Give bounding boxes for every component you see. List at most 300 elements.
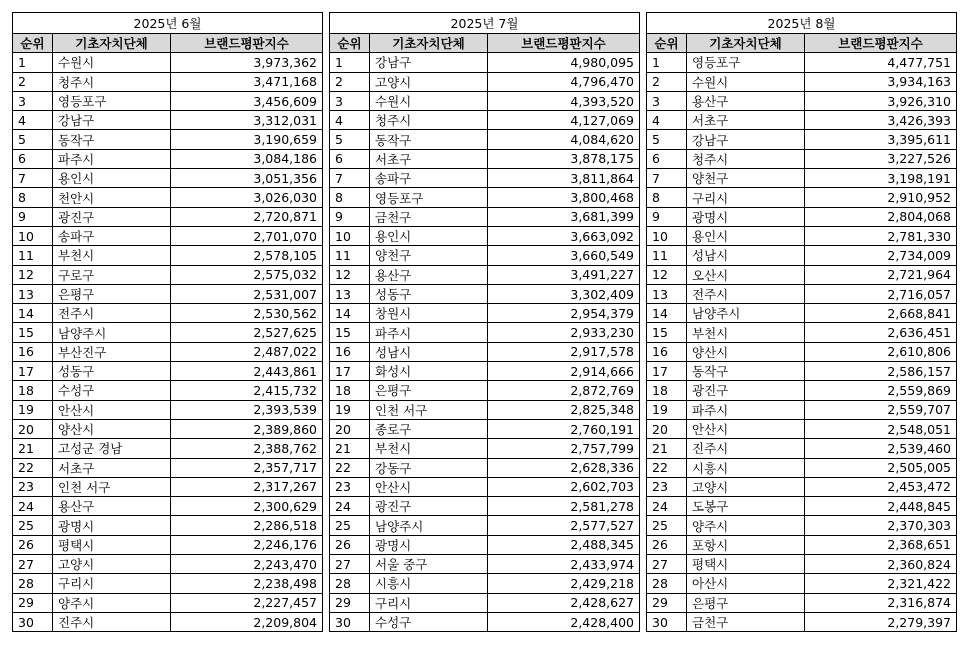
brand-index-cell: 3,660,549	[488, 246, 640, 265]
month-title: 2025년 7월	[330, 13, 640, 34]
rank-cell: 6	[13, 149, 53, 168]
rank-cell: 5	[647, 130, 687, 149]
region-name-cell: 구리시	[370, 593, 488, 612]
table-row	[13, 535, 323, 554]
brand-index-cell: 3,973,362	[171, 53, 323, 72]
region-name-cell: 남양주시	[370, 516, 488, 535]
index-header: 브랜드평판지수	[171, 34, 323, 53]
index-header: 브랜드평판지수	[488, 34, 640, 53]
brand-index-cell: 2,428,627	[488, 593, 640, 612]
brand-index-cell: 3,934,163	[805, 72, 957, 91]
rank-cell: 3	[330, 91, 370, 110]
region-name-cell: 서초구	[53, 458, 171, 477]
rank-cell: 13	[330, 284, 370, 303]
brand-index-cell: 2,357,717	[171, 458, 323, 477]
table-row	[647, 91, 957, 110]
rank-cell: 2	[647, 72, 687, 91]
table-row	[13, 362, 323, 381]
table-row	[647, 516, 957, 535]
region-name-cell: 화성시	[370, 362, 488, 381]
brand-index-cell: 2,209,804	[171, 612, 323, 631]
rank-cell: 24	[13, 497, 53, 516]
region-name-cell: 용인시	[53, 169, 171, 188]
table-row	[330, 535, 640, 554]
brand-index-cell: 2,238,498	[171, 574, 323, 593]
table-row	[330, 149, 640, 168]
region-name-cell: 용산구	[687, 91, 805, 110]
table-row	[647, 149, 957, 168]
rank-cell: 18	[330, 381, 370, 400]
region-name-cell: 은평구	[370, 381, 488, 400]
brand-index-cell: 2,388,762	[171, 439, 323, 458]
region-name-cell: 창원시	[370, 304, 488, 323]
region-name-cell: 강남구	[53, 111, 171, 130]
region-name-cell: 광진구	[687, 381, 805, 400]
brand-index-cell: 2,781,330	[805, 226, 957, 245]
region-name-cell: 전주시	[687, 284, 805, 303]
rank-cell: 20	[13, 419, 53, 438]
region-name-cell: 오산시	[687, 265, 805, 284]
rank-header: 순위	[13, 34, 53, 53]
brand-index-cell: 2,914,666	[488, 362, 640, 381]
rank-cell: 14	[13, 304, 53, 323]
brand-index-cell: 2,872,769	[488, 381, 640, 400]
region-name-cell: 평택시	[53, 535, 171, 554]
brand-index-cell: 2,602,703	[488, 477, 640, 496]
brand-index-cell: 2,443,861	[171, 362, 323, 381]
rank-cell: 26	[647, 535, 687, 554]
rank-cell: 29	[330, 593, 370, 612]
table-row	[647, 439, 957, 458]
rank-cell: 17	[647, 362, 687, 381]
brand-index-cell: 2,505,005	[805, 458, 957, 477]
region-name-cell: 파주시	[370, 323, 488, 342]
rank-cell: 21	[647, 439, 687, 458]
region-name-cell: 진주시	[687, 439, 805, 458]
region-name-cell: 영등포구	[53, 91, 171, 110]
table-row	[330, 323, 640, 342]
region-name-cell: 고양시	[370, 72, 488, 91]
brand-index-cell: 2,317,267	[171, 477, 323, 496]
region-name-cell: 파주시	[687, 400, 805, 419]
brand-index-cell: 2,636,451	[805, 323, 957, 342]
region-name-cell: 구로구	[53, 265, 171, 284]
table-row	[647, 362, 957, 381]
ranking-table-month-1	[12, 12, 323, 632]
rank-cell: 30	[647, 612, 687, 631]
region-name-cell: 성남시	[687, 246, 805, 265]
region-name-cell: 아산시	[687, 574, 805, 593]
brand-index-cell: 2,578,105	[171, 246, 323, 265]
region-name-cell: 광명시	[687, 207, 805, 226]
brand-index-cell: 3,878,175	[488, 149, 640, 168]
table-row	[647, 169, 957, 188]
rank-cell: 22	[13, 458, 53, 477]
rank-cell: 27	[13, 555, 53, 574]
region-name-cell: 양산시	[53, 419, 171, 438]
rank-cell: 1	[13, 53, 53, 72]
brand-index-cell: 2,577,527	[488, 516, 640, 535]
rank-cell: 30	[13, 612, 53, 631]
region-name-cell: 광진구	[370, 497, 488, 516]
rank-cell: 20	[330, 419, 370, 438]
rank-cell: 3	[13, 91, 53, 110]
region-name-cell: 파주시	[53, 149, 171, 168]
rank-cell: 9	[647, 207, 687, 226]
month-title: 2025년 8월	[647, 13, 957, 34]
table-row	[647, 612, 957, 631]
table-row	[330, 477, 640, 496]
table-row	[13, 207, 323, 226]
rank-cell: 8	[13, 188, 53, 207]
table-row	[647, 535, 957, 554]
region-name-cell: 광명시	[53, 516, 171, 535]
region-name-cell: 강남구	[687, 130, 805, 149]
region-name-cell: 안산시	[370, 477, 488, 496]
rank-cell: 13	[13, 284, 53, 303]
region-name-cell: 부산진구	[53, 342, 171, 361]
table-row	[13, 497, 323, 516]
region-name-cell: 시흥시	[687, 458, 805, 477]
rank-cell: 4	[647, 111, 687, 130]
rank-cell: 11	[647, 246, 687, 265]
brand-index-cell: 2,300,629	[171, 497, 323, 516]
region-name-cell: 양주시	[53, 593, 171, 612]
region-name-cell: 포항시	[687, 535, 805, 554]
region-name-cell: 수성구	[53, 381, 171, 400]
rank-cell: 28	[647, 574, 687, 593]
table-row	[13, 304, 323, 323]
region-name-cell: 안산시	[687, 419, 805, 438]
table-row	[330, 362, 640, 381]
brand-index-cell: 3,190,659	[171, 130, 323, 149]
rank-cell: 22	[330, 458, 370, 477]
table-row	[330, 130, 640, 149]
region-name-cell: 평택시	[687, 555, 805, 574]
table-row	[330, 265, 640, 284]
table-row	[330, 188, 640, 207]
region-name-cell: 부천시	[687, 323, 805, 342]
brand-index-cell: 2,804,068	[805, 207, 957, 226]
brand-index-cell: 3,026,030	[171, 188, 323, 207]
region-name-cell: 전주시	[53, 304, 171, 323]
table-row	[13, 53, 323, 72]
rank-cell: 16	[647, 342, 687, 361]
brand-index-cell: 2,393,539	[171, 400, 323, 419]
region-name-cell: 금천구	[687, 612, 805, 631]
rank-cell: 12	[13, 265, 53, 284]
brand-index-cell: 2,488,345	[488, 535, 640, 554]
brand-index-cell: 2,721,964	[805, 265, 957, 284]
rank-cell: 11	[13, 246, 53, 265]
rank-cell: 8	[330, 188, 370, 207]
brand-index-cell: 2,389,860	[171, 419, 323, 438]
rank-cell: 21	[330, 439, 370, 458]
brand-index-cell: 4,796,470	[488, 72, 640, 91]
brand-index-cell: 2,628,336	[488, 458, 640, 477]
region-name-cell: 구리시	[687, 188, 805, 207]
brand-index-cell: 2,316,874	[805, 593, 957, 612]
brand-index-cell: 2,610,806	[805, 342, 957, 361]
brand-index-cell: 3,811,864	[488, 169, 640, 188]
table-row	[330, 246, 640, 265]
table-row	[647, 323, 957, 342]
region-name-cell: 부천시	[370, 439, 488, 458]
region-name-cell: 안산시	[53, 400, 171, 419]
rank-cell: 30	[330, 612, 370, 631]
brand-index-cell: 2,227,457	[171, 593, 323, 612]
region-name-cell: 양산시	[687, 342, 805, 361]
rank-cell: 5	[330, 130, 370, 149]
region-name-cell: 금천구	[370, 207, 488, 226]
rank-cell: 6	[330, 149, 370, 168]
brand-index-cell: 2,757,799	[488, 439, 640, 458]
rank-cell: 13	[647, 284, 687, 303]
rank-cell: 21	[13, 439, 53, 458]
table-row	[330, 72, 640, 91]
region-name-cell: 시흥시	[370, 574, 488, 593]
brand-index-cell: 2,760,191	[488, 419, 640, 438]
table-row	[13, 72, 323, 91]
rank-cell: 1	[647, 53, 687, 72]
region-name-cell: 동작구	[370, 130, 488, 149]
region-name-cell: 인천 서구	[53, 477, 171, 496]
rank-cell: 15	[13, 323, 53, 342]
brand-index-cell: 2,321,422	[805, 574, 957, 593]
region-name-cell: 청주시	[687, 149, 805, 168]
rank-cell: 23	[647, 477, 687, 496]
table-row	[13, 516, 323, 535]
ranking-table-month-2	[329, 12, 640, 632]
brand-index-cell: 2,559,869	[805, 381, 957, 400]
table-row	[330, 555, 640, 574]
table-row	[13, 111, 323, 130]
region-name-cell: 남양주시	[687, 304, 805, 323]
brand-index-cell: 3,926,310	[805, 91, 957, 110]
table-row	[647, 111, 957, 130]
rank-cell: 14	[647, 304, 687, 323]
rank-cell: 23	[13, 477, 53, 496]
table-row	[647, 130, 957, 149]
table-row	[647, 555, 957, 574]
brand-index-cell: 4,084,620	[488, 130, 640, 149]
table-row	[13, 265, 323, 284]
brand-index-cell: 4,980,095	[488, 53, 640, 72]
table-row	[647, 188, 957, 207]
table-row	[13, 458, 323, 477]
brand-index-cell: 2,286,518	[171, 516, 323, 535]
region-name-cell: 서초구	[370, 149, 488, 168]
brand-index-cell: 2,716,057	[805, 284, 957, 303]
region-name-cell: 종로구	[370, 419, 488, 438]
brand-index-cell: 2,575,032	[171, 265, 323, 284]
brand-index-cell: 3,227,526	[805, 149, 957, 168]
rank-cell: 22	[647, 458, 687, 477]
table-row	[13, 593, 323, 612]
table-row	[647, 593, 957, 612]
table-row	[13, 342, 323, 361]
rank-cell: 7	[647, 169, 687, 188]
table-row	[647, 400, 957, 419]
table-row	[330, 169, 640, 188]
brand-index-cell: 2,910,952	[805, 188, 957, 207]
table-row	[647, 246, 957, 265]
rank-cell: 9	[13, 207, 53, 226]
table-row	[647, 477, 957, 496]
rank-cell: 18	[13, 381, 53, 400]
brand-index-cell: 2,734,009	[805, 246, 957, 265]
rank-cell: 26	[330, 535, 370, 554]
region-name-cell: 용산구	[53, 497, 171, 516]
rank-cell: 25	[330, 516, 370, 535]
region-name-cell: 양주시	[687, 516, 805, 535]
rank-cell: 20	[647, 419, 687, 438]
region-name-cell: 용인시	[370, 226, 488, 245]
brand-index-cell: 3,800,468	[488, 188, 640, 207]
brand-index-cell: 2,487,022	[171, 342, 323, 361]
rank-cell: 7	[330, 169, 370, 188]
table-row	[330, 342, 640, 361]
brand-index-cell: 2,559,707	[805, 400, 957, 419]
brand-index-cell: 2,668,841	[805, 304, 957, 323]
region-name-cell: 도봉구	[687, 497, 805, 516]
region-name-cell: 진주시	[53, 612, 171, 631]
table-row	[13, 381, 323, 400]
rank-cell: 10	[647, 226, 687, 245]
rank-cell: 15	[647, 323, 687, 342]
region-name-cell: 서울 중구	[370, 555, 488, 574]
rank-cell: 29	[647, 593, 687, 612]
brand-index-cell: 3,471,168	[171, 72, 323, 91]
rank-cell: 18	[647, 381, 687, 400]
table-row	[13, 477, 323, 496]
table-row	[330, 91, 640, 110]
brand-index-cell: 2,246,176	[171, 535, 323, 554]
rank-cell: 19	[330, 400, 370, 419]
table-row	[647, 458, 957, 477]
region-name-cell: 서초구	[687, 111, 805, 130]
table-row	[13, 419, 323, 438]
table-row	[13, 149, 323, 168]
table-row	[13, 439, 323, 458]
rank-cell: 25	[13, 516, 53, 535]
brand-index-cell: 3,084,186	[171, 149, 323, 168]
table-row	[647, 574, 957, 593]
rank-header: 순위	[330, 34, 370, 53]
rank-cell: 14	[330, 304, 370, 323]
brand-index-cell: 3,395,611	[805, 130, 957, 149]
rank-cell: 16	[330, 342, 370, 361]
brand-index-cell: 2,279,397	[805, 612, 957, 631]
region-name-cell: 수원시	[53, 53, 171, 72]
region-name-cell: 천안시	[53, 188, 171, 207]
region-name-cell: 영등포구	[687, 53, 805, 72]
region-header: 기초자치단체	[53, 34, 171, 53]
brand-index-cell: 2,548,051	[805, 419, 957, 438]
region-name-cell: 강동구	[370, 458, 488, 477]
rank-cell: 4	[13, 111, 53, 130]
brand-index-cell: 2,701,070	[171, 226, 323, 245]
ranking-table-month-3	[646, 12, 957, 632]
brand-index-cell: 3,051,356	[171, 169, 323, 188]
table-row	[13, 169, 323, 188]
brand-index-cell: 2,433,974	[488, 555, 640, 574]
region-name-cell: 광명시	[370, 535, 488, 554]
region-name-cell: 성동구	[53, 362, 171, 381]
rank-cell: 7	[13, 169, 53, 188]
month-title: 2025년 6월	[13, 13, 323, 34]
region-name-cell: 고성군 경남	[53, 439, 171, 458]
rank-cell: 15	[330, 323, 370, 342]
rank-cell: 3	[647, 91, 687, 110]
brand-index-cell: 3,681,399	[488, 207, 640, 226]
table-row	[13, 130, 323, 149]
table-row	[13, 284, 323, 303]
brand-index-cell: 2,530,562	[171, 304, 323, 323]
table-row	[647, 284, 957, 303]
brand-index-cell: 4,477,751	[805, 53, 957, 72]
region-name-cell: 영등포구	[370, 188, 488, 207]
rank-cell: 12	[647, 265, 687, 284]
region-name-cell: 은평구	[53, 284, 171, 303]
table-row	[647, 226, 957, 245]
table-row	[647, 207, 957, 226]
rank-cell: 2	[330, 72, 370, 91]
rank-cell: 28	[13, 574, 53, 593]
table-row	[647, 381, 957, 400]
rank-cell: 12	[330, 265, 370, 284]
table-row	[13, 188, 323, 207]
rank-cell: 1	[330, 53, 370, 72]
table-row	[330, 516, 640, 535]
region-name-cell: 송파구	[53, 226, 171, 245]
table-row	[647, 304, 957, 323]
brand-index-cell: 3,491,227	[488, 265, 640, 284]
brand-index-cell: 2,243,470	[171, 555, 323, 574]
brand-index-cell: 2,917,578	[488, 342, 640, 361]
brand-index-cell: 2,453,472	[805, 477, 957, 496]
region-name-cell: 인천 서구	[370, 400, 488, 419]
brand-index-cell: 2,368,651	[805, 535, 957, 554]
region-name-cell: 용산구	[370, 265, 488, 284]
table-row	[330, 284, 640, 303]
table-row	[13, 323, 323, 342]
brand-index-cell: 2,429,218	[488, 574, 640, 593]
table-row	[330, 458, 640, 477]
rank-cell: 24	[647, 497, 687, 516]
rank-cell: 17	[330, 362, 370, 381]
region-name-cell: 남양주시	[53, 323, 171, 342]
rank-cell: 2	[13, 72, 53, 91]
region-name-cell: 부천시	[53, 246, 171, 265]
brand-index-cell: 3,426,393	[805, 111, 957, 130]
index-header: 브랜드평판지수	[805, 34, 957, 53]
region-name-cell: 수원시	[687, 72, 805, 91]
table-row	[647, 342, 957, 361]
brand-index-cell: 3,312,031	[171, 111, 323, 130]
rank-cell: 27	[330, 555, 370, 574]
brand-index-cell: 2,531,007	[171, 284, 323, 303]
brand-index-cell: 2,527,625	[171, 323, 323, 342]
rank-cell: 11	[330, 246, 370, 265]
table-row	[647, 72, 957, 91]
brand-index-cell: 2,428,400	[488, 612, 640, 631]
region-name-cell: 성남시	[370, 342, 488, 361]
brand-index-cell: 3,456,609	[171, 91, 323, 110]
rank-cell: 24	[330, 497, 370, 516]
rank-cell: 28	[330, 574, 370, 593]
table-row	[647, 419, 957, 438]
